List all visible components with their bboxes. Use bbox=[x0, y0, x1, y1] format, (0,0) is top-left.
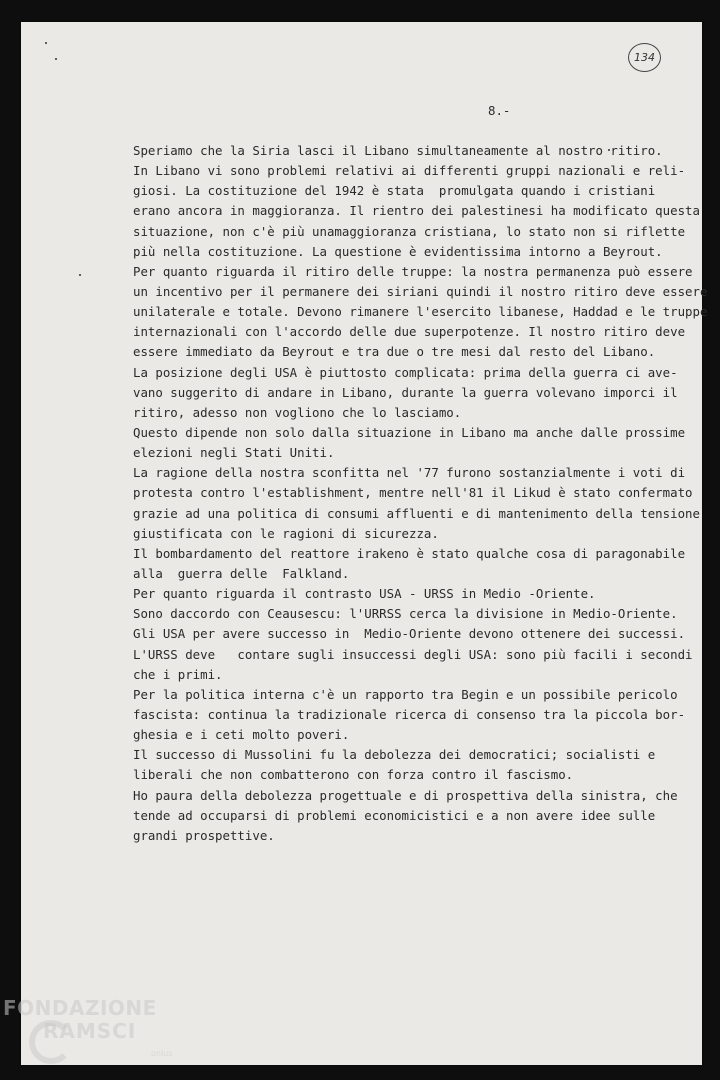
text-line: erano ancora in maggioranza. Il rientro dei palestinesi ha modificato questa bbox=[133, 203, 700, 219]
paper-speck bbox=[79, 274, 81, 276]
archive-stamp-number: 134 bbox=[628, 43, 661, 72]
text-line: Ho paura della debolezza progettuale e di prospettiva della sinistra, che bbox=[133, 787, 678, 803]
text-line: tende ad occuparsi di problemi economicistici e a non avere idee sulle bbox=[133, 807, 656, 823]
page-number: 8.- bbox=[488, 103, 511, 118]
text-line: essere immediato da Beyrout e tra due o tre mesi dal resto del Libano. bbox=[133, 344, 656, 360]
document-page bbox=[21, 22, 708, 1065]
text-line: ritiro, adesso non vogliono che lo lasciamo. bbox=[133, 404, 462, 420]
text-line: Speriamo che la Siria lasci il Libano simultaneamente al nostro ritiro. bbox=[133, 143, 663, 158]
text-line: che i primi. bbox=[133, 666, 223, 682]
text-line: Il bombardamento del reattore irakeno è stato qualche cosa di paragonabile bbox=[133, 545, 686, 561]
text-line: giosi. La costituzione del 1942 è stata promulgata quando i cristiani bbox=[133, 183, 656, 199]
text-line: protesta contro l'establishment, mentre nell'81 il Likud è stato confermato bbox=[133, 485, 693, 501]
text-line: ghesia e i ceti molto poveri. bbox=[133, 727, 350, 743]
fondazione-gramsci-watermark bbox=[3, 996, 173, 1058]
text-line: più nella costituzione. La questione è evidentissima intorno a Beyrout. bbox=[133, 243, 663, 259]
paper-speck bbox=[45, 42, 47, 44]
text-line: Gli USA per avere successo in Medio-Oriente devono ottenere dei successi. bbox=[133, 626, 686, 642]
text-line: internazionali con l'accordo delle due superpotenze. Il nostro ritiro deve bbox=[133, 324, 686, 340]
text-line: alla guerra delle Falkland. bbox=[133, 565, 350, 581]
text-line: Questo dipende non solo dalla situazione in Libano ma anche dalle prossime bbox=[133, 424, 686, 440]
text-line: L'URSS deve contare sugli insuccessi degli USA: sono più facili i secondi bbox=[133, 646, 693, 662]
text-line: Sono daccordo con Ceausescu: l'URRSS cerca la divisione in Medio-Oriente. bbox=[133, 606, 678, 622]
text-line: giustificata con le ragioni di sicurezza. bbox=[133, 525, 439, 541]
text-line: In Libano vi sono problemi relativi ai differenti gruppi nazionali e reli- bbox=[133, 163, 686, 179]
watermark-g-logo-icon bbox=[29, 1020, 73, 1064]
text-line: situazione, non c'è più unamaggioranza cristiana, lo stato non si riflette bbox=[133, 223, 686, 239]
text-line: Per quanto riguarda il ritiro delle truppe: la nostra permanenza può essere bbox=[133, 263, 693, 279]
text-line: La posizione degli USA è piuttosto complicata: prima della guerra ci ave- bbox=[133, 364, 678, 380]
text-line: un incentivo per il permanere dei siriani quindi il nostro ritiro deve essere bbox=[133, 283, 708, 299]
text-line: Per quanto riguarda il contrasto USA - URSS in Medio -Oriente. bbox=[133, 586, 596, 602]
typed-text-body bbox=[133, 141, 707, 846]
watermark-suffix: onlus bbox=[151, 1049, 173, 1058]
text-line: vano suggerito di andare in Libano, durante la guerra volevano imporci il bbox=[133, 384, 678, 400]
text-line: fascista: continua la tradizionale ricerca di consenso tra la piccola bor- bbox=[133, 706, 686, 722]
text-line: grazie ad una politica di consumi affluenti e di mantenimento della tensione bbox=[133, 505, 700, 521]
text-line: unilaterale e totale. Devono rimanere l'esercito libanese, Haddad e le truppe bbox=[133, 304, 708, 320]
text-line: grandi prospettive. bbox=[133, 827, 275, 843]
text-line: elezioni negli Stati Uniti. bbox=[133, 445, 335, 461]
watermark-line-1: FONDAZIONE bbox=[3, 996, 157, 1020]
text-line: Il successo di Mussolini fu la debolezza dei democratici; socialisti e bbox=[133, 747, 656, 763]
text-line: liberali che non combatterono con forza contro il fascismo. bbox=[133, 767, 574, 783]
watermark-line-2: RAMSCI bbox=[43, 1019, 137, 1043]
text-line: La ragione della nostra sconfitta nel '77 furono sostanzialmente i voti di bbox=[133, 465, 686, 481]
paper-speck bbox=[55, 58, 57, 60]
text-line: Per la politica interna c'è un rapporto tra Begin e un possibile pericolo bbox=[133, 686, 678, 702]
